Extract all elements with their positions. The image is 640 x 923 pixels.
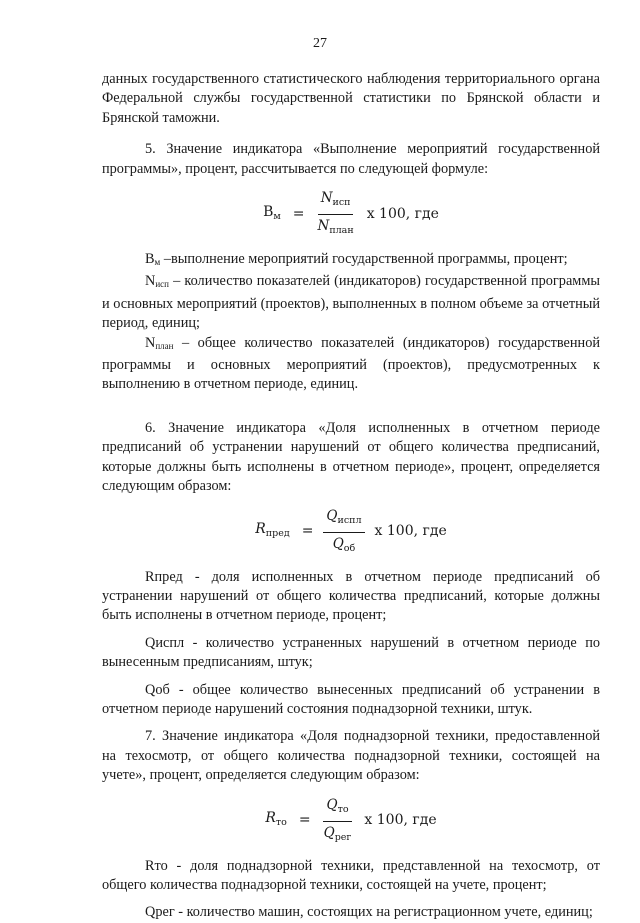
- paragraph-indicator-6: 6. Значение индикатора «Доля исполненных в отчетном периоде предписаний об устранении нарушений от общего количества предписаний, которые должны быть исполнены в отчетном периоде», процент, определяется следующим образом:: [102, 419, 600, 495]
- paragraph-continuation: данных государственного статистического наблюдения территориального органа Федеральной службы государственной статистики по Брянской области и Брянской таможни.: [102, 71, 600, 126]
- fraction-numerator: $Q_{испл}$: [323, 507, 364, 533]
- formula-tail: x 100, где: [374, 523, 447, 540]
- definition-q-reg: Qрег - количество машин, состоящих на регистрационном учете, единиц;: [145, 904, 593, 921]
- paragraph-indicator-5: 5. Значение индикатора «Выполнение мероприятий государственной программы», процент, рассчитывается по следующей формуле:: [102, 141, 600, 177]
- formula-tail: x 100, где: [364, 812, 437, 829]
- formula-equals: =: [301, 523, 314, 540]
- formula-indicator-6: [102, 507, 600, 558]
- formula-indicator-5: [102, 189, 600, 240]
- definition-n-plan: Nплан – общее количество показателей (индикаторов) государственной программы и основных мероприятий (проектов), предусмотренных к выполнению в отчетном периоде, единиц.: [102, 334, 600, 393]
- formula-equals: =: [292, 205, 305, 222]
- fraction-numerator: $N_{исп}$: [318, 189, 354, 215]
- paragraph-indicator-7: 7. Значение индикатора «Доля поднадзорной техники, предоставленной на техосмотр, от общего количества поднадзорной техники, состоящей на учете», процент, определяется следующим образом:: [102, 728, 600, 784]
- formula-indicator-7: [102, 796, 600, 847]
- fraction-numerator: $Q_{то}$: [323, 796, 351, 822]
- page-number: 27: [313, 36, 327, 51]
- fraction-denominator: $N_{план}$: [317, 218, 354, 237]
- formula-tail: x 100, где: [366, 205, 439, 222]
- formula-fraction: [321, 796, 355, 847]
- formula-lhs: $R_{то}$: [265, 810, 287, 829]
- definition-n-isp: Nисп – количество показателей (индикаторов) государственной программы и основных мероприятий (проектов), выполненных в полном объеме за отчетный период, единиц;: [102, 273, 600, 332]
- formula-fraction: [315, 189, 357, 240]
- definition-r-pred: Rпред - доля исполненных в отчетном периоде предписаний об устранении нарушений от общего количества предписаний, которые должны быть исполнены в отчетном периоде, процент;: [102, 568, 600, 624]
- formula-lhs: $R_{пред}$: [255, 521, 290, 540]
- fraction-denominator: $Q_{об}$: [332, 535, 356, 554]
- definition-q-ispl: Qиспл - количество устраненных нарушений в отчетном периоде по вынесенным предписаниям, штук;: [102, 634, 600, 671]
- fraction-denominator: $Q_{рег}$: [323, 824, 352, 843]
- document-body: [102, 70, 600, 923]
- definition-vm: Вм –выполнение мероприятий государственной программы, процент;: [145, 251, 568, 268]
- formula-equals: =: [298, 812, 311, 829]
- definition-r-to: Rто - доля поднадзорной техники, представленной на техосмотр, от общего количества поднадзорной техники, состоящей на учете, процент;: [102, 857, 600, 893]
- formula-lhs: $В_м$: [263, 203, 281, 222]
- definition-q-ob: Qоб - общее количество вынесенных предписаний об устранении в отчетном периоде нарушений состояния поднадзорной техники, штук.: [102, 681, 600, 717]
- formula-fraction: [323, 507, 364, 558]
